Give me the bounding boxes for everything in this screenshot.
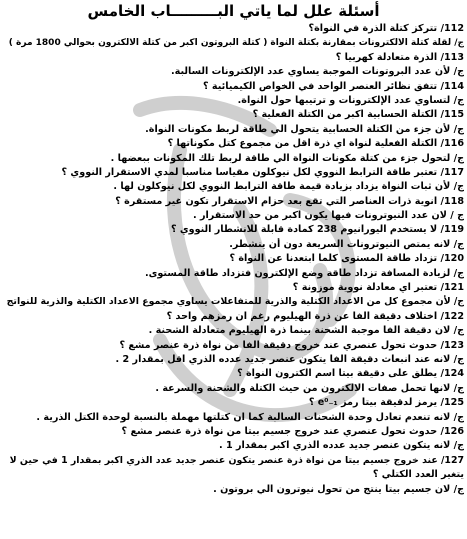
question-list bbox=[2, 22, 464, 497]
question-line: 120/ تزداد طاقة المستوى كلما ابتعدنا عن النواة ؟ bbox=[229, 253, 464, 265]
question-line: 122/ اختلاف دقيقة الفا عن ذرة الهيليوم رغم ان رمزهم واحد ؟ bbox=[166, 310, 464, 322]
question-line: 125/ يرمز لدقيقة بيتا رمز e⁰₋₁ ؟ bbox=[308, 397, 464, 409]
question-line: 114/ تتفق نظائر العنصر الواحد في الخواص الكيميائية ؟ bbox=[203, 80, 464, 92]
question-line: 118/ انوية ذرات العناصر التي تقع بعد حزام الاستقرار تكون غير مستقرة ؟ bbox=[115, 195, 464, 207]
document-title: أسئلة علل لما ياتي البـــــــــاب الخامس bbox=[87, 2, 380, 20]
answer-line: ج/ لأن جزء من الكتلة الحسابية يتحول الي طاقة لربط مكونات النواة. bbox=[145, 123, 464, 135]
question-line: 126/ حدوث تحول عنصري عند خروج جسيم بيتا من نواة ذرة عنصر مشع ؟ bbox=[121, 425, 464, 437]
answer-line: ج/ لان جسيم بيتا ينتج من تحول نيوترون الي بروتون . bbox=[213, 483, 464, 495]
question-line: 117/ تعتبر طاقة الترابط النووي لكل نيوكلون مقياسا مناسبا لمدي الاستقرار النووي ؟ bbox=[61, 166, 464, 178]
question-line: 116/ الكتلة الفعلية لنواة اي ذرة اقل من مجموع كتل مكوناتها ؟ bbox=[167, 138, 464, 150]
question-line: 119/ لا يستخدم اليورانيوم 238 كمادة قابلة للانشطار النووي ؟ bbox=[170, 224, 464, 236]
question-line: 127/ عند خروج جسيم بيتا من نواة ذرة عنصر يتكون عنصر جديد عدد الذري اكبر بمقدار 1 في حين لا bbox=[9, 454, 464, 466]
answer-line: ج/ لأن عدد البروتونات الموجبة يساوي عدد الإلكترونات السالبة. bbox=[171, 66, 464, 78]
answer-line: ج/ لتحول جزء من كتلة مكونات النواة الي طاقة لربط تلك المكونات ببعضها . bbox=[110, 152, 464, 164]
question-line: 115/ الكتلة الحسابية اكبر من الكتلة الفعلية ؟ bbox=[252, 109, 464, 121]
answer-line: ج/ لانه يتكون عنصر جديد عدده الذري اكبر بمقدار 1 . bbox=[219, 440, 464, 452]
question-line: 123/ حدوث تحول عنصري عند خروج دقيقة الفا من نواة ذرة عنصر مشع ؟ bbox=[119, 339, 464, 351]
question-line: 124/ يطلق على دقيقة بيتا اسم الكترون النواة ؟ bbox=[237, 368, 464, 380]
answer-line: ج/ لقلة كتلة الالكترونات بمقارنة بكتلة النواة ( كتلة البروتون اكبر من كتلة الالكترون بحوالي 1800 مرة ) bbox=[8, 38, 464, 49]
answer-line: ج/ لأن مجموع كل من الاعداد الكتلية والذرية للمتفاعلات يساوي مجموع الاعداد الكتلية والذرية للنواتج bbox=[6, 296, 464, 308]
question-line: 121/ تعتبر اي معادلة نووية موزونة ؟ bbox=[292, 282, 464, 294]
answer-line: ج/ لأن ثبات النواة يزداد بزيادة قيمة طاقة الترابط النووي لكل نيوكلون لها . bbox=[113, 181, 464, 193]
question-line: 112/ تتركز كتلة الذرة في النواة؟ bbox=[308, 23, 464, 34]
question-line: 113/ الذرة متعادلة كهربيا ؟ bbox=[335, 51, 464, 63]
answer-line: ج/ لانه تنعدم تعادل وحدة الشحنات السالبة كما ان كتلتها مهملة بالنسبة لوحدة الكتل الذرية . bbox=[36, 411, 464, 423]
answer-line: ج/ لانه يمتص النيوترونات السريعة دون أن ينشطر. bbox=[229, 238, 464, 250]
question-line: يتغير العدد الكتلي ؟ bbox=[372, 469, 464, 481]
answer-line: ج / لان عدد النيوترونات فيها يكون اكبر من حد الاستقرار . bbox=[192, 210, 464, 222]
answer-line: ج/ لانه عند انبعاث دقيقة الفا يتكون عنصر جديد عدده الذري اقل بمقدار 2 . bbox=[115, 353, 464, 365]
answer-line: ج/ لان دقيقة الفا موجبة الشحنة بينما ذرة الهيليوم متعادلة الشحنة . bbox=[148, 325, 464, 337]
answer-line: ج/ لتساوي عدد الإلكترونات و ترتيبها حول النواة. bbox=[237, 94, 464, 106]
answer-line: ج/ لزيادة المسافة تزداد طاقة وضع الإلكترون فتزداد طاقة المستوى. bbox=[144, 267, 464, 279]
answer-line: ج/ لانها تحمل صفات الالكترون من حيث الكتلة والشحنة والسرعة . bbox=[155, 382, 464, 394]
